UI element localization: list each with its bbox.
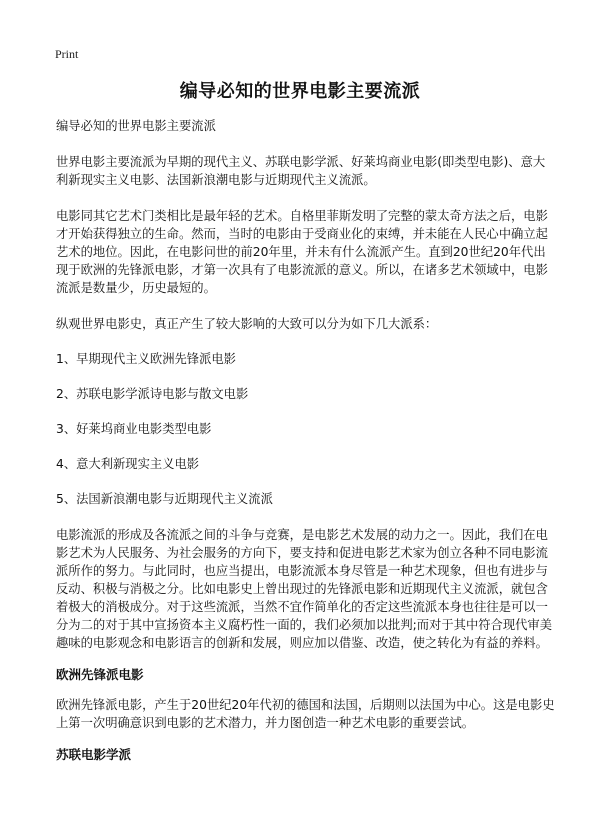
list-item: 3、好莱坞商业电影类型电影: [56, 422, 212, 436]
history-paragraph: 电影同其它艺术门类相比是最年轻的艺术。自格里菲斯发明了完整的蒙太奇方法之后，电影才开始获得独立的生命。然而，当时的电影由于受商业化的束缚，并未能在人民心中确立起艺术的地位。因此，在电影问世的前20年里，并未有什么流派产生。直到20世纪20年代出现于欧洲的先锋派电影，才第一次具有了电影流派的意义。所以，在诸多艺术领域中，电影流派是数量少，历史最短的。: [56, 209, 548, 295]
print-link[interactable]: Print: [55, 47, 79, 61]
section-heading-soviet-school: 苏联电影学派: [56, 747, 132, 762]
list-item: 5、法国新浪潮电影与近期现代主义流派: [56, 492, 273, 506]
list-item: 2、苏联电影学派诗电影与散文电影: [56, 387, 249, 401]
section-body-european-avant-garde: 欧洲先锋派电影，产生于20世纪20年代初的德国和法国，后期则以法国为中心。这是电影史上第一次明确意识到电影的艺术潜力，并力图创造一种艺术电影的重要尝试。: [56, 698, 555, 730]
overview-paragraph: 纵观世界电影史，真正产生了较大影响的大致可以分为如下几大派系：: [56, 317, 438, 331]
intro-paragraph: 世界电影主要流派为早期的现代主义、苏联电影学派、好莱坞商业电影(即类型电影)、意大利新现实主义电影、法国新浪潮电影与近期现代主义流派。: [56, 155, 546, 187]
list-item: 1、早期现代主义欧洲先锋派电影: [56, 352, 236, 366]
document-body: [56, 117, 556, 764]
document-subtitle: 编导必知的世界电影主要流派: [56, 119, 216, 133]
list-item: 4、意大利新现实主义电影: [56, 457, 200, 471]
section-heading-european-avant-garde: 欧洲先锋派电影: [56, 667, 144, 682]
document-title: 编导必知的世界电影主要流派: [179, 81, 421, 102]
development-paragraph: 电影流派的形成及各流派之间的斗争与竞赛，是电影艺术发展的动力之一。因此，我们在电影艺术为人民服务、为社会服务的方向下，要支持和促进电影艺术家为创立各种不同电影流派所作的努力。与此同时，也应当提出，电影流派本身尽管是一种艺术现象，但也有进步与反动、积极与消极之分。比如电影史上曾出现过的先锋派电影和近期现代主义流派，就包含着极大的消极成分。对于这些流派，当然不宜作简单化的否定这些流派本身也往往是可以一分为二的对于其中宣扬资本主义腐朽性一面的，我们必须加以批判;而对于其中符合现代审美趣味的电影观念和电影语言的创新和发展，则应加以借鉴、改造，使之转化为有益的养料。: [56, 528, 553, 650]
